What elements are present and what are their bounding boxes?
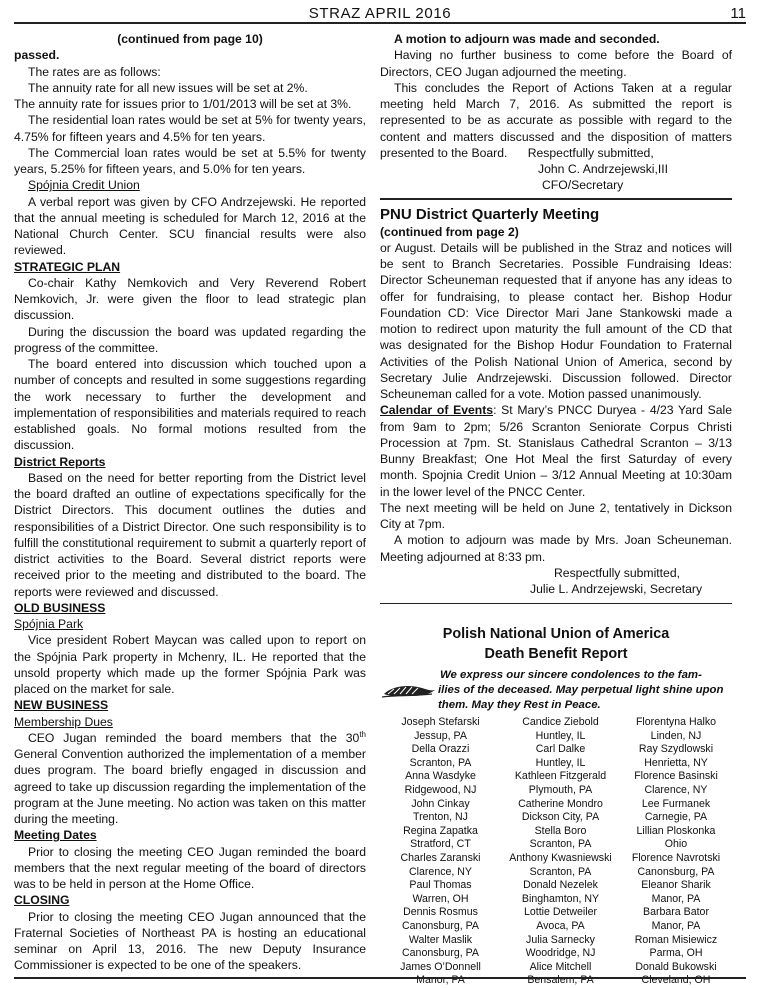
deceased-column	[380, 716, 501, 988]
deceased-place: Clarence, NY	[409, 865, 472, 878]
residential-rates: The residential loan rates would be set at 5% for twenty years, 4.75% for fifteen years and 4.5% for ten years.	[14, 113, 366, 144]
calendar-of-events: Calendar of Events: St Mary’s PNCC Duryea - 4/23 Yard Sale from 9am to 2pm; 5/26 Scranton Seniorate Corpus Christi Procession at 7pm. St. Stanislaus Cathedral Scranton – 3/13 Bunny Breakfast; One Hot Meal the first Saturday of every month. Spojnia Credit Union – 3/12 Annual Meeting at 10:30am in the lower level of the PNCC Center.	[380, 403, 732, 499]
page-header	[14, 4, 746, 24]
report-conclusion: This concludes the Report of Actions Taken at a regular meeting held March 7, 2016. As submitted the report is represented to be as accurate as possible with regard to the content and matters discussed and the disposition of matters presented to the Board. Respectfully submitted,	[380, 80, 732, 160]
membership-dues-text: CEO Jugan reminded the board members that the 30th General Convention authorized the implementation of a member dues program. The board briefly engaged in discussion and agreed to take up discussion regarding the implementation of the program at the June meeting. No action was taken on this matter during the meeting.	[14, 729, 366, 826]
signer-name: John C. Andrzejewski,III	[538, 162, 669, 176]
deceased-name: Lillian Ploskonka	[636, 824, 716, 837]
deceased-place: Stratford, CT	[410, 838, 471, 851]
closing-text: Prior to closing the meeting CEO Jugan announced that the Fraternal Societies of Northeast PA is hosting an educational seminar on April 13, 2016. The new Deputy Insurance Commissioner is expected to be one of the speakers.	[14, 909, 366, 973]
deceased-name: Florence Basinski	[634, 770, 718, 783]
calendar-label: Calendar of Events	[380, 403, 494, 418]
condolence-line3: them. May they Rest in Peace.	[438, 699, 601, 711]
district-reports-text: Based on the need for better reporting from the District level the board drafted an outline of expectations specifically for the District Directors. This document outlines the duties and responsibilities of a District Director. One such responsibility is to fulfill the constitutional requirement to submit a quarterly report of district activities to the Board. Several district reports were received prior to the meeting and distributed to the board. The reports were reviewed and discussed.	[14, 470, 366, 599]
secretary-signature: Julie L. Andrzejewski, Secretary	[530, 582, 703, 596]
adjourn-motion: A motion to adjourn was made and seconded.	[394, 32, 660, 46]
next-meeting-text: The next meeting will be held on June 2, tentatively in Dickson City at 7pm.	[380, 500, 732, 531]
right-column	[380, 31, 732, 604]
deceased-place: Scranton, PA	[529, 865, 592, 878]
signer-title: CFO/Secretary	[542, 178, 624, 193]
deceased-place: Canonsburg, PA	[402, 947, 479, 960]
deceased-name: Kathleen Fitzgerald	[514, 770, 607, 783]
continued-note: (continued from page 10)	[117, 32, 263, 46]
spojnia-park-text: Vice president Robert Maycan was called upon to report on the Spójnia Park property in Mchenry, IL. He reported that the unsold property which made up the former Spójnia Park was placed on the market for sale.	[14, 633, 366, 696]
section-divider	[380, 198, 732, 200]
strategic-plan-p2: During the discussion the board was updated regarding the progress of the committee.	[14, 324, 366, 355]
deceased-name: Candice Ziebold	[522, 716, 599, 728]
deceased-name: James O’Donnell	[400, 960, 481, 973]
deceased-name: Anna Wasdyke	[405, 770, 476, 783]
meeting-dates-text: Prior to closing the meeting CEO Jugan reminded the board members that the next regular meeting of the board of directors was to be held in person at the Home Office.	[14, 844, 366, 891]
deceased-name: Julia Sarnecky	[526, 933, 595, 946]
passed-text: passed.	[14, 48, 60, 63]
deceased-place: Manor, PA	[651, 892, 701, 905]
deceased-place: Dickson City, PA	[521, 811, 600, 824]
deceased-name: Anthony Kwasniewski	[509, 851, 612, 864]
deceased-place: Ohio	[664, 838, 688, 851]
deceased-place: Canonsburg, PA	[637, 865, 715, 878]
respectfully-submitted: Respectfully submitted,	[527, 145, 654, 160]
deceased-place: Huntley, IL	[535, 756, 586, 769]
adjourn-text: Having no further business to come before the Board of Directors, CEO Jugan adjourned the meeting.	[380, 48, 732, 79]
deceased-place: Cleveland, OH	[641, 974, 711, 987]
deceased-place: Parma, OH	[649, 947, 703, 960]
deceased-place: Manor, PA	[651, 919, 701, 932]
membership-dues-label: Membership Dues	[14, 714, 113, 729]
rates-intro: The rates are as follows:	[28, 64, 161, 79]
deceased-column	[620, 716, 732, 988]
deceased-place: Bensalem, PA	[527, 974, 594, 987]
deceased-place: Carnegie, PA	[644, 811, 708, 824]
deceased-name: Ray Szydlowski	[638, 743, 714, 756]
respectfully-submitted-2: Respectfully submitted,	[554, 565, 680, 580]
strategic-plan-p3: The board entered into discussion which touched upon a number of concepts and resulted in some suggestions regarding the work necessary to further the development and implementation of responsibilities and materials required to reach established goals. No formal motions resulted from the discussion.	[14, 357, 366, 453]
deceased-name: John Cinkay	[411, 797, 470, 810]
page-number: 11	[730, 5, 746, 22]
old-business-heading: OLD BUSINESS	[14, 600, 106, 615]
dbr-title-line1: Polish National Union of America	[442, 626, 670, 642]
new-business-heading: NEW BUSINESS	[14, 698, 109, 713]
district-reports-heading: District Reports	[14, 454, 106, 469]
deceased-name: Barbara Bator	[643, 906, 709, 919]
deceased-place: Canonsburg, PA	[402, 919, 479, 932]
deceased-place: Woodridge, NJ	[525, 947, 596, 960]
deceased-name: Catherine Mondro	[518, 797, 603, 810]
deceased-place: Warren, OH	[412, 892, 469, 905]
deceased-name: Charles Zaranski	[400, 851, 481, 864]
deceased-name: Lee Furmanek	[641, 797, 711, 810]
deceased-name: Lottie Detweiler	[523, 906, 597, 919]
strategic-plan-p1: Co-chair Kathy Nemkovich and Very Reverend Robert Nemkovich, Jr. were given the floor to lead strategic plan discussion.	[14, 275, 366, 323]
deceased-name: Alice Mitchell	[529, 960, 592, 973]
credit-union-label: Spójnia Credit Union	[28, 178, 140, 193]
deceased-name: Donald Bukowski	[635, 960, 717, 973]
adjourn-motion-2: A motion to adjourn was made by Mrs. Joan Scheuneman. Meeting adjourned at 8:33 pm.	[380, 533, 732, 564]
pnu-district-text: or August. Details will be published in the Straz and notices will be sent to Branch Secretaries. Possible Fundraising Ideas: Director Scheuneman requested that if anyone has any ideas to offer for fundraising, to please contact her. Bishop Hodur Foundation CD: Vice Director Mari Jane Stankowski made a motion to redirect upon maturity the full amount of the CD that was designated for the Bishop Hodur Foundation to Fraternal Activities of the Polish National Union of America, second by Secretary Julie Andrzejewski. Discussion followed. Director Scheuneman called for a vote. Motion passed unanimously.	[380, 240, 732, 401]
meeting-dates-heading: Meeting Dates	[14, 828, 97, 843]
deceased-place: Avoca, PA	[536, 919, 585, 932]
closing-heading: CLOSING	[14, 893, 70, 908]
spojnia-park-label: Spójnia Park	[14, 617, 84, 631]
deceased-place: Jessup, PA	[414, 729, 467, 742]
left-column	[14, 31, 366, 974]
strategic-plan-heading: STRATEGIC PLAN	[14, 259, 121, 274]
deceased-place: Manor, PA	[416, 974, 465, 987]
deceased-name: Stella Boro	[534, 824, 587, 837]
condolence-line2: ilies of the deceased. May perpetual light shine upon	[438, 684, 724, 696]
deceased-place: Scranton, PA	[409, 756, 472, 769]
credit-union-text: A verbal report was given by CFO Andrzejewski. He reported that the annual meeting is scheduled for March 12, 2016 at the National Church Center. SCU financial results were also reviewed.	[14, 194, 366, 258]
deceased-list	[380, 716, 732, 988]
condolence-message	[380, 668, 732, 713]
pnu-district-title: PNU District Quarterly Meeting	[380, 205, 600, 223]
deceased-place: Linden, NJ	[650, 729, 702, 742]
deceased-place: Scranton, PA	[529, 838, 592, 851]
newspaper-title: STRAZ APRIL 2016	[308, 5, 452, 22]
bottom-rule	[14, 977, 746, 979]
feather-quill-icon	[382, 682, 436, 702]
deceased-name: Florence Navrotski	[631, 851, 721, 864]
deceased-name: Walter Maslik	[408, 933, 473, 946]
deceased-name: Della Orazzi	[411, 743, 470, 756]
condolence-line1: We express our sincere condolences to the fam-	[440, 669, 702, 681]
deceased-place: Plymouth, PA	[528, 783, 593, 796]
deceased-place: Binghamton, NY	[521, 892, 600, 905]
pnu-continued-note: (continued from page 2)	[380, 224, 519, 239]
annuity-new-rate: The annuity rate for all new issues will be set at 2%.	[28, 80, 308, 95]
dbr-title-line2: Death Benefit Report	[484, 646, 628, 662]
deceased-name: Eleanor Sharik	[641, 879, 711, 892]
deceased-name: Dennis Rosmus	[403, 906, 478, 919]
commercial-rates: The Commercial loan rates would be set at 5.5% for twenty years, 5.25% for fifteen years, and 5.0% for ten years.	[14, 145, 366, 176]
section-divider-2	[380, 603, 732, 604]
deceased-name: Roman Misiewicz	[634, 933, 718, 946]
deceased-name: Carl Dalke	[535, 743, 586, 756]
deceased-place: Clarence, NY	[644, 783, 708, 796]
deceased-name: Regina Zapatka	[403, 824, 478, 837]
annuity-prior-rate: The annuity rate for issues prior to 1/01/2013 will be set at 3%.	[14, 97, 352, 111]
death-benefit-report	[380, 624, 732, 987]
deceased-name: Joseph Stefarski	[401, 716, 480, 728]
deceased-name: Florentyna Halko	[635, 716, 717, 728]
deceased-name: Donald Nezelek	[523, 879, 598, 892]
deceased-place: Ridgewood, NJ	[404, 783, 477, 796]
deceased-column	[501, 716, 620, 988]
deceased-place: Trenton, NJ	[413, 811, 468, 824]
deceased-place: Henrietta, NY	[644, 756, 708, 769]
deceased-name: Paul Thomas	[409, 879, 472, 892]
deceased-place: Huntley, IL	[535, 729, 586, 742]
